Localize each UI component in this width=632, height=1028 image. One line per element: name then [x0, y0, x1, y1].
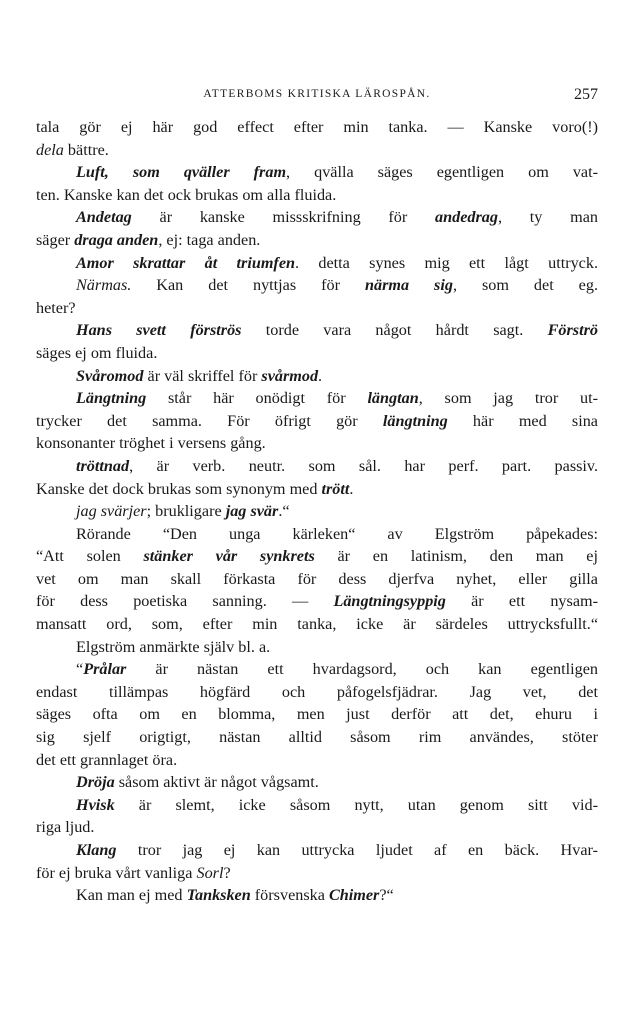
- text-line: Rörande “Den unga kärleken“ av Elgström påpekades:: [76, 524, 598, 543]
- page-number: 257: [574, 86, 598, 103]
- text-line: Kanske det dock brukas som synonym med trött.: [36, 479, 354, 498]
- text-line: Andetag är kanske missskrifning för andedrag, ty man: [76, 208, 598, 227]
- text-line: ten. Kanske kan det ock brukas om alla fluida.: [36, 185, 337, 204]
- text-line: dela bättre.: [36, 140, 109, 159]
- running-title: ATTERBOMS KRITISKA LÄROSPÅN.: [203, 88, 431, 100]
- text-line: Närmas. Kan det nyttjas för närma sig, som det eg.: [76, 276, 598, 295]
- text-line: sig sjelf origtigt, nästan alltid såsom rim användes, stöter: [36, 728, 598, 747]
- text-line: heter?: [36, 298, 76, 317]
- text-line: konsonanter tröghet i versens gång.: [36, 434, 266, 453]
- text-line: Dröja såsom aktivt är något vågsamt.: [76, 773, 319, 792]
- text-line: “Att solen stänker vår synkrets är en latinism, den man ej: [36, 547, 598, 566]
- text-line: Längtning står här onödigt för längtan, som jag tror ut-: [76, 389, 598, 408]
- body-text: [36, 116, 598, 907]
- text-line: Luft, som qväller fram, qvälla säges egentligen om vat-: [76, 163, 598, 182]
- text-line: säger draga anden, ej: taga anden.: [36, 230, 261, 249]
- text-line: Kan man ej med Tanksken försvenska Chimer?“: [76, 886, 394, 905]
- page-header: [36, 86, 598, 106]
- text-line: för ej bruka vårt vanliga Sorl?: [36, 863, 231, 882]
- text-line: jag svärjer; brukligare jag svär.“: [76, 502, 290, 521]
- text-line: endast tillämpas högfärd och påfogelsfjädrar. Jag vet, det: [36, 682, 598, 701]
- text-line: säges ej om fluida.: [36, 343, 158, 362]
- text-line: Hans svett förströs torde vara något hårdt sagt. Förströ: [76, 321, 598, 340]
- text-line: Elgström anmärkte själv bl. a.: [76, 637, 271, 656]
- text-line: Svåromod är väl skriffel för svårmod.: [76, 366, 323, 385]
- text-line: Amor skrattar åt triumfen. detta synes mig ett lågt uttryck.: [76, 253, 598, 272]
- text-line: Klang tror jag ej kan uttrycka ljudet af en bäck. Hvar-: [76, 841, 598, 859]
- text-line: mansatt ord, som, efter min tanka, icke är särdeles uttrycksfullt.“: [36, 615, 598, 634]
- text-line: “Prålar är nästan ett hvardagsord, och kan egentligen: [76, 660, 598, 679]
- text-line: säges ofta om en blomma, men just derför att det, ehuru i: [36, 705, 598, 724]
- text-line: tala gör ej här god effect efter min tanka. — Kanske voro(!): [36, 118, 598, 136]
- text-line: för dess poetiska sanning. — Längtningsyppig är ett nysam-: [36, 592, 598, 611]
- text-line: trycker det samma. För öfrigt gör längtning här med sina: [36, 411, 598, 430]
- text-line: det ett grannlaget öra.: [36, 750, 178, 769]
- text-line: tröttnad, är verb. neutr. som sål. har perf. part. passiv.: [76, 456, 598, 475]
- text-line: riga ljud.: [36, 818, 95, 837]
- text-line: Hvisk är slemt, icke såsom nytt, utan genom sitt vid-: [76, 795, 598, 814]
- text-line: vet om man skall förkasta för dess djerfva nyhet, eller gilla: [36, 569, 598, 588]
